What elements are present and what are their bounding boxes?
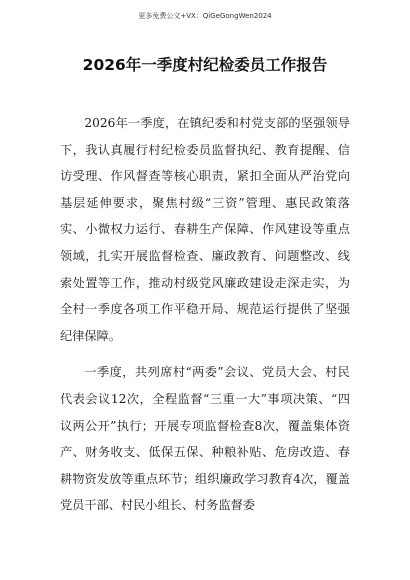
- document-body: [60, 110, 350, 519]
- paragraph-1: 2026年一季度，在镇纪委和村党支部的坚强领导下，我认真履行村纪检委员监督执纪、教育提醒、信访受理、作风督查等核心职责，紧扣全面从严治党向基层延伸要求，聚焦村级“三资”管理、惠民政策落实、小微权力运行、春耕生产保障、作风建设等重点领域，扎实开展监督检查、廉政教育、问题整改、线索处置等工作，推动村级党风廉政建设走深走实，为全村一季度各项工作平稳开局、规范运行提供了坚强纪律保障。: [60, 116, 350, 343]
- header-watermark: 更多免费公文+VX：QiGeGongWen2024: [138, 12, 272, 20]
- paragraph-2: 一季度，共列席村“两委”会议、党员大会、村民代表会议12次，全程监督“三重一大”事项决策、“四议两公开”执行；开展专项监督检查8次，覆盖集体资产、财务收支、低保五保、种粮补贴、危房改造、春耕物资发放等重点环节；组织廉政学习教育4次，覆盖党员干部、村民小组长、村务监督委: [60, 365, 350, 513]
- document-title: 2026年一季度村纪检委员工作报告: [82, 56, 328, 74]
